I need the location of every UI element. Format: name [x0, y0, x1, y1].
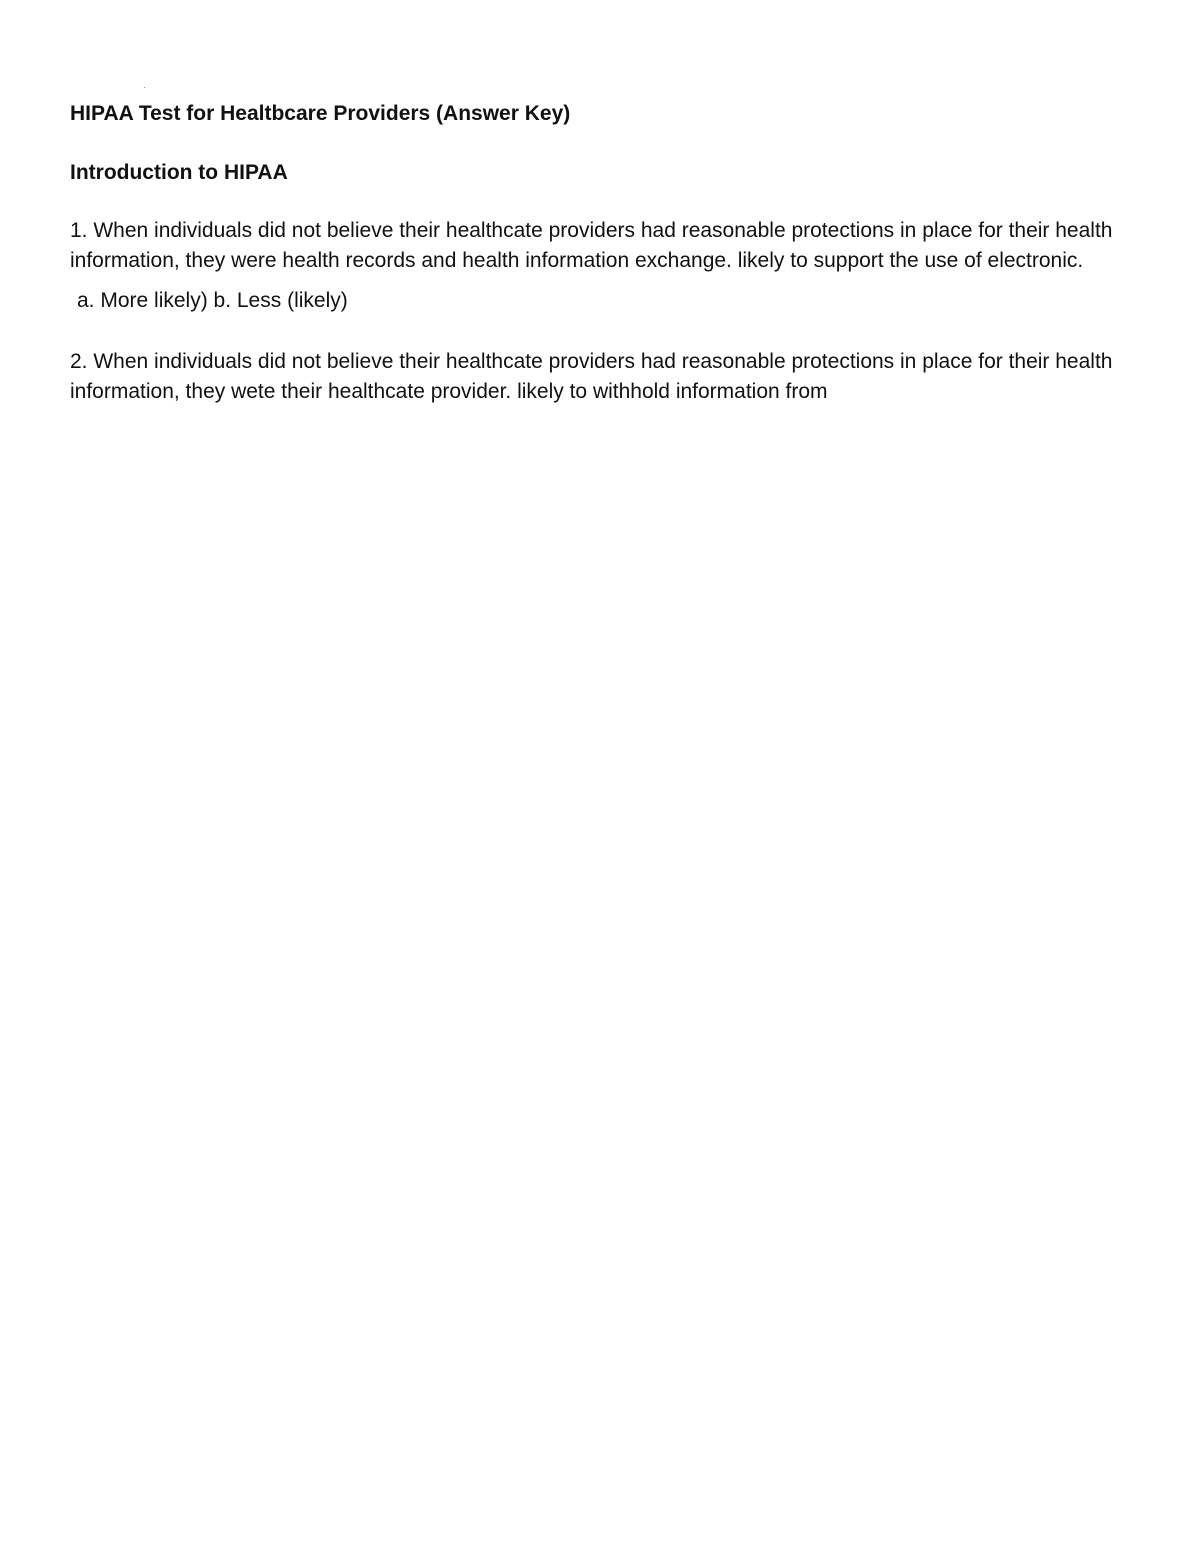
stray-mark: ·: [143, 83, 146, 92]
question-1-text: 1. When individuals did not believe their healthcate providers had reasonable protections in place for their health information, they were health records and health information exchange. likely to support the use of electronic.: [70, 219, 1113, 272]
document-title: HIPAA Test for Healtbcare Providers (Answer Key): [70, 102, 571, 125]
document-content: [70, 100, 1130, 406]
question-2-text: 2. When individuals did not believe their healthcate providers had reasonable protections in place for their health information, they wete their healthcate provider. likely to withhold information from: [70, 350, 1113, 403]
section-heading: Introduction to HIPAA: [70, 161, 288, 184]
question-1-options: a. More likely) b. Less (likely): [77, 289, 348, 312]
